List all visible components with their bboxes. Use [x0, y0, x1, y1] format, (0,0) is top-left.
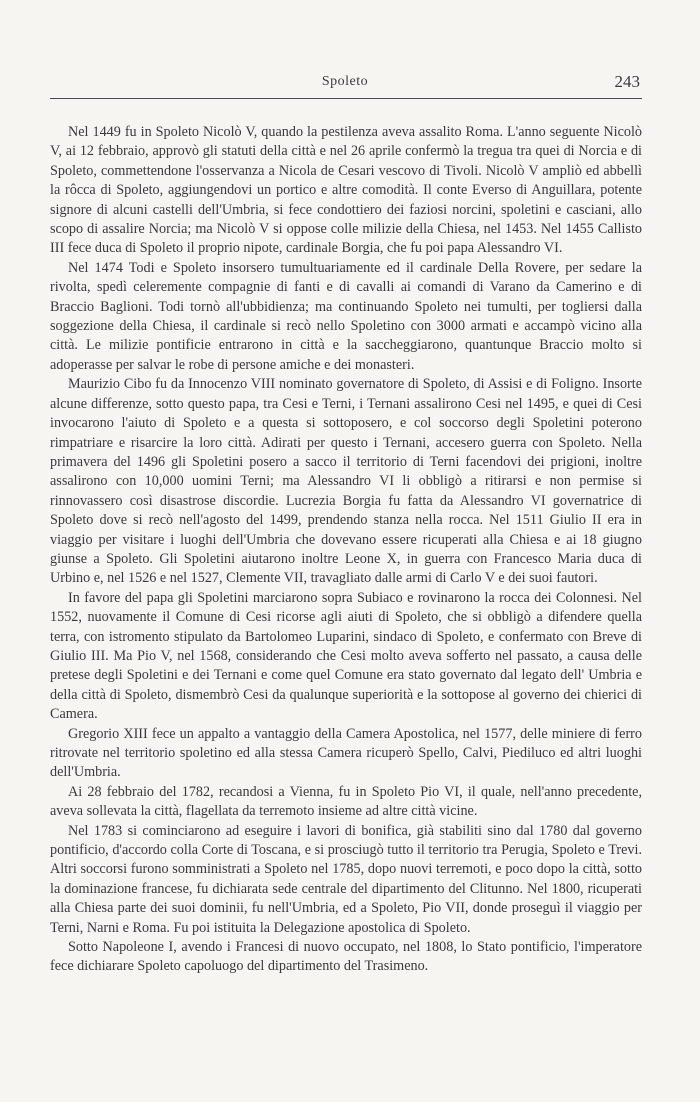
running-title: Spoleto [321, 74, 369, 89]
paragraph: Nel 1474 Todi e Spoleto insorsero tumultuariamente ed il cardinale Della Rovere, per sedare la rivolta, spedì celeremente compagnie di fanti e di cavalli ai comandi di Varano da Camerino e di Braccio Baglioni. Todi tornò all'ubbidienza; ma continuando Spoleto nei tumulti, per togliersi dalla soggezione della Chiesa, il cardinale si recò nello Spoletino con 3000 armati e accampò vicino alla città. Le milizie pontificie entrarono in città e la saccheggiarono, quantunque Braccio molto si adoperasse per salvar le robe di persone amiche e dei monasteri. [50, 259, 642, 373]
page-number: 243 [614, 72, 640, 91]
body-text [50, 123, 642, 977]
paragraph: Maurizio Cibo fu da Innocenzo VIII nominato governatore di Spoleto, di Assisi e di Foligno. Insorte alcune differenze, sotto questo papa, tra Cesi e Terni, i Ternani assalirono Cesi nel 1495, e quei di Cesi invocarono l'aiuto di Spoleto e a questa si sottoposero, e col soccorso degli Spoletini poterono rimpatriare e risarcire la loro città. Adirati per questo i Ternani, accesero guerra con Spoleto. Nella primavera del 1496 gli Spoletini posero a sacco il territorio di Terni facendovi dei prigioni, inoltre assalirono con 10,000 uomini Terni; ma Alessandro VI li obbligò a ritirarsi e non permise si rinnovassero così disastrose discordie. Lucrezia Borgia fu fatta da Alessandro VI governatrice di Spoleto dove si recò nell'agosto del 1499, prendendo stanza nella rocca. Nel 1511 Giulio II era in viaggio per visitare i luoghi dell'Umbria che dovevano essere ricuperati alla Chiesa e ai 18 giugno giunse a Spoleto. Gli Spoletini aiutarono inoltre Leone X, in guerra con Francesco Maria duca di Urbino e, nel 1526 e nel 1527, Clemente VII, travagliato dalle armi di Carlo V e dei suoi fautori. [50, 376, 642, 587]
paragraph: Nel 1449 fu in Spoleto Nicolò V, quando la pestilenza aveva assalito Roma. L'anno seguente Nicolò V, ai 12 febbraio, approvò gli statuti della città e nel 26 aprile confermò la tregua tra quei di Norcia e di Spoleto, commettendone l'osservanza a Nicola de Cesari vescovo di Tivoli. Nicolò V ampliò ed abbellì la rôcca di Spoleto, aggiungendovi un portico e altre comodità. Il conte Everso di Anguillara, potente signore di alcuni castelli dell'Umbria, si fece condottiero dei faziosi norcini, spoletini e casciani, allo scopo di assalire Norcia; ma Nicolò V si oppose colle milizie della Chiesa, nel 1453. Nel 1455 Callisto III fece duca di Spoleto il proprio nipote, cardinale Borgia, che fu poi papa Alessandro VI. [50, 124, 642, 257]
paragraph: Gregorio XIII fece un appalto a vantaggio della Camera Apostolica, nel 1577, delle miniere di ferro ritrovate nel territorio spoletino ed alla stessa Camera ricuperò Spello, Calvi, Piediluco ed altri luoghi dell'Umbria. [50, 725, 642, 781]
header-rule [50, 98, 642, 99]
paragraph: In favore del papa gli Spoletini marciarono sopra Subiaco e rovinarono la rocca dei Colonnesi. Nel 1552, nuovamente il Comune di Cesi ricorse agli aiuti di Spoleto, che si obbligò a difendere quella terra, con istromento stipulato da Bartolomeo Luparini, sindaco di Spoleto, e confermato con Breve di Giulio III. Ma Pio V, nel 1568, considerando che Cesi molto aveva sofferto nel passato, a causa delle pretese degli Spoletini e dei Ternani e come quel Comune era stato governato dal legato dell' Umbria e della città di Spoleto, dismembrò Cesi da qualunque superiorità e la sottopose al governo dei chierici di Camera. [50, 589, 642, 723]
page-header [50, 72, 640, 98]
paragraph: Sotto Napoleone I, avendo i Francesi di nuovo occupato, nel 1808, lo Stato pontificio, l'imperatore fece dichiarare Spoleto capoluogo del dipartimento del Trasimeno. [50, 939, 642, 975]
paragraph: Ai 28 febbraio del 1782, recandosi a Vienna, fu in Spoleto Pio VI, il quale, nell'anno precedente, aveva sollevata la città, flagellata da terremoto insieme ad altre città vicine. [50, 783, 642, 820]
paragraph: Nel 1783 si cominciarono ad eseguire i lavori di bonifica, già stabiliti sino dal 1780 dal governo pontificio, d'accordo colla Corte di Toscana, e si prosciugò tutto il territorio tra Perugia, Spoleto e Trevi. Altri soccorsi furono somministrati a Spoleto nel 1785, dopo nuovi terremoti, e poco dopo la città, sotto la dominazione francese, fu dichiarata sede centrale del dipartimento del Clitunno. Nel 1800, ricuperati alla Chiesa parte dei suoi dominii, fu nell'Umbria, ed a Spoleto, Pio VII, donde proseguì il viaggio per Terni, Narni e Roma. Fu poi istituita la Delegazione apostolica di Spoleto. [50, 822, 642, 936]
